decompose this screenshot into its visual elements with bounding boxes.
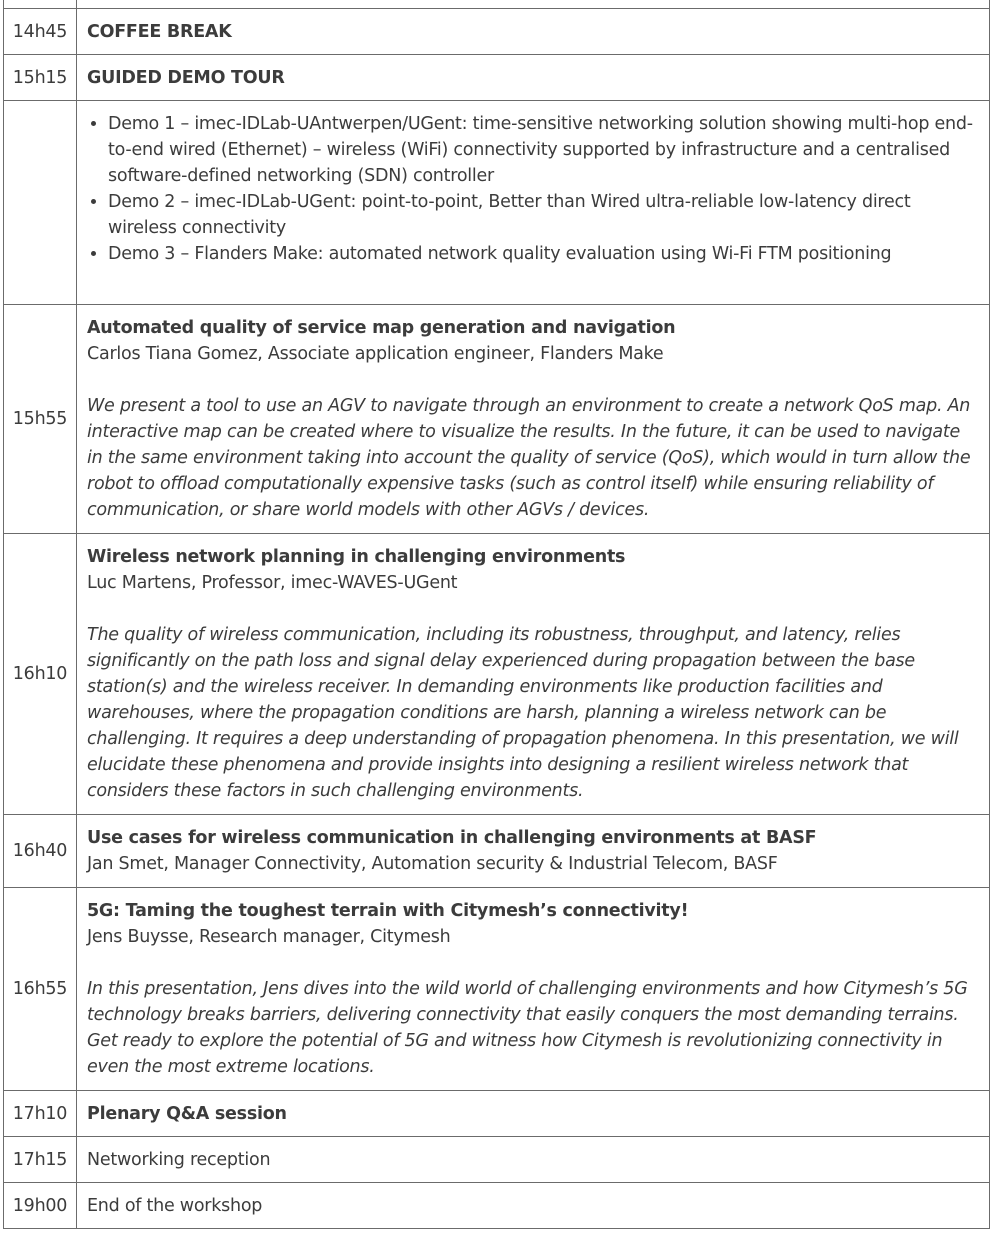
list-item: • Demo 2 – imec-IDLab-UGent: point-to-point, Better than Wired ultra-reliable low-latency direct wireless connectivity [108,189,979,241]
talk-cell [77,815,990,888]
speaker: Jens Buysse, Research manager, Citymesh [87,927,451,947]
table-row [4,1183,990,1229]
talk-cell [77,534,990,815]
session-title: Plenary Q&A session [77,1091,990,1137]
list-item: • Demo 3 – Flanders Make: automated network quality evaluation using Wi-Fi FTM positioning [108,241,979,267]
talk-abstract: The quality of wireless communication, including its robustness, throughput, and latency, relies significantly on the path loss and signal delay experienced during propagation between the base station(s) and the wireless receiver. In demanding environments like production facilities and warehouses, where the propagation conditions are harsh, planning a wireless network can be challenging. It requires a deep understanding of propagation phenomena. In this presentation, we will elucidate these phenomena and provide insights into designing a resilient wireless network that considers these factors in such challenging environments. [87,625,959,801]
time-cell [4,101,77,305]
table-row [4,9,990,55]
time-cell: 16h55 [4,888,77,1091]
talk-abstract: In this presentation, Jens dives into the wild world of challenging environments and how Citymesh’s 5G technology breaks barriers, delivering connectivity that easily conquers the most demanding terrains. Get ready to explore the potential of 5G and witness how Citymesh is revolutionizing connectivity in even the most extreme locations. [87,979,968,1077]
talk-abstract: We present a tool to use an AGV to navigate through an environment to create a network QoS map. An interactive map can be created where to visualize the results. In the future, it can be used to navigate in the same environment taking into account the quality of service (QoS), which would in turn allow the robot to offload computationally expensive tasks (such as control itself) while ensuring reliability of communication, or share world models with other AGVs / devices. [87,396,971,520]
table-row [4,55,990,101]
talk-title: Use cases for wireless communication in challenging environments at BASF [87,828,817,848]
table-row [4,101,990,305]
demo-list-cell [77,101,990,305]
time-cell: 19h00 [4,1183,77,1229]
table-row [4,888,990,1091]
list-item: • Demo 1 – imec-IDLab-UAntwerpen/UGent: time-sensitive networking solution showing multi-hop end-to-end wired (Ethernet) – wireless (WiFi) connectivity supported by infrastructure and a centralised software-defined networking (SDN) controller [108,111,979,189]
talk-cell [77,305,990,534]
table-row [4,0,990,9]
talk-title: 5G: Taming the toughest terrain with Citymesh’s connectivity! [87,901,689,921]
speaker: Jan Smet, Manager Connectivity, Automation security & Industrial Telecom, BASF [87,854,778,874]
demo-list [87,111,979,267]
session-text: Networking reception [77,1137,990,1183]
speaker: Carlos Tiana Gomez, Associate application engineer, Flanders Make [87,344,664,364]
talk-title: Wireless network planning in challenging environments [87,547,626,567]
time-cell [4,0,77,9]
table-row [4,534,990,815]
speaker: Luc Martens, Professor, imec-WAVES-UGent [87,573,458,593]
table-row [4,815,990,888]
session-title: GUIDED DEMO TOUR [77,55,990,101]
talk-title: Automated quality of service map generation and navigation [87,318,676,338]
session-title: COFFEE BREAK [77,9,990,55]
table-row [4,1137,990,1183]
time-cell: 15h55 [4,305,77,534]
session-text: End of the workshop [77,1183,990,1229]
time-cell: 15h15 [4,55,77,101]
time-cell: 16h10 [4,534,77,815]
table-row [4,1091,990,1137]
time-cell: 14h45 [4,9,77,55]
time-cell: 17h15 [4,1137,77,1183]
time-cell: 16h40 [4,815,77,888]
content-cell [77,0,990,9]
talk-cell [77,888,990,1091]
time-cell: 17h10 [4,1091,77,1137]
agenda-table [3,0,990,1229]
table-row [4,305,990,534]
